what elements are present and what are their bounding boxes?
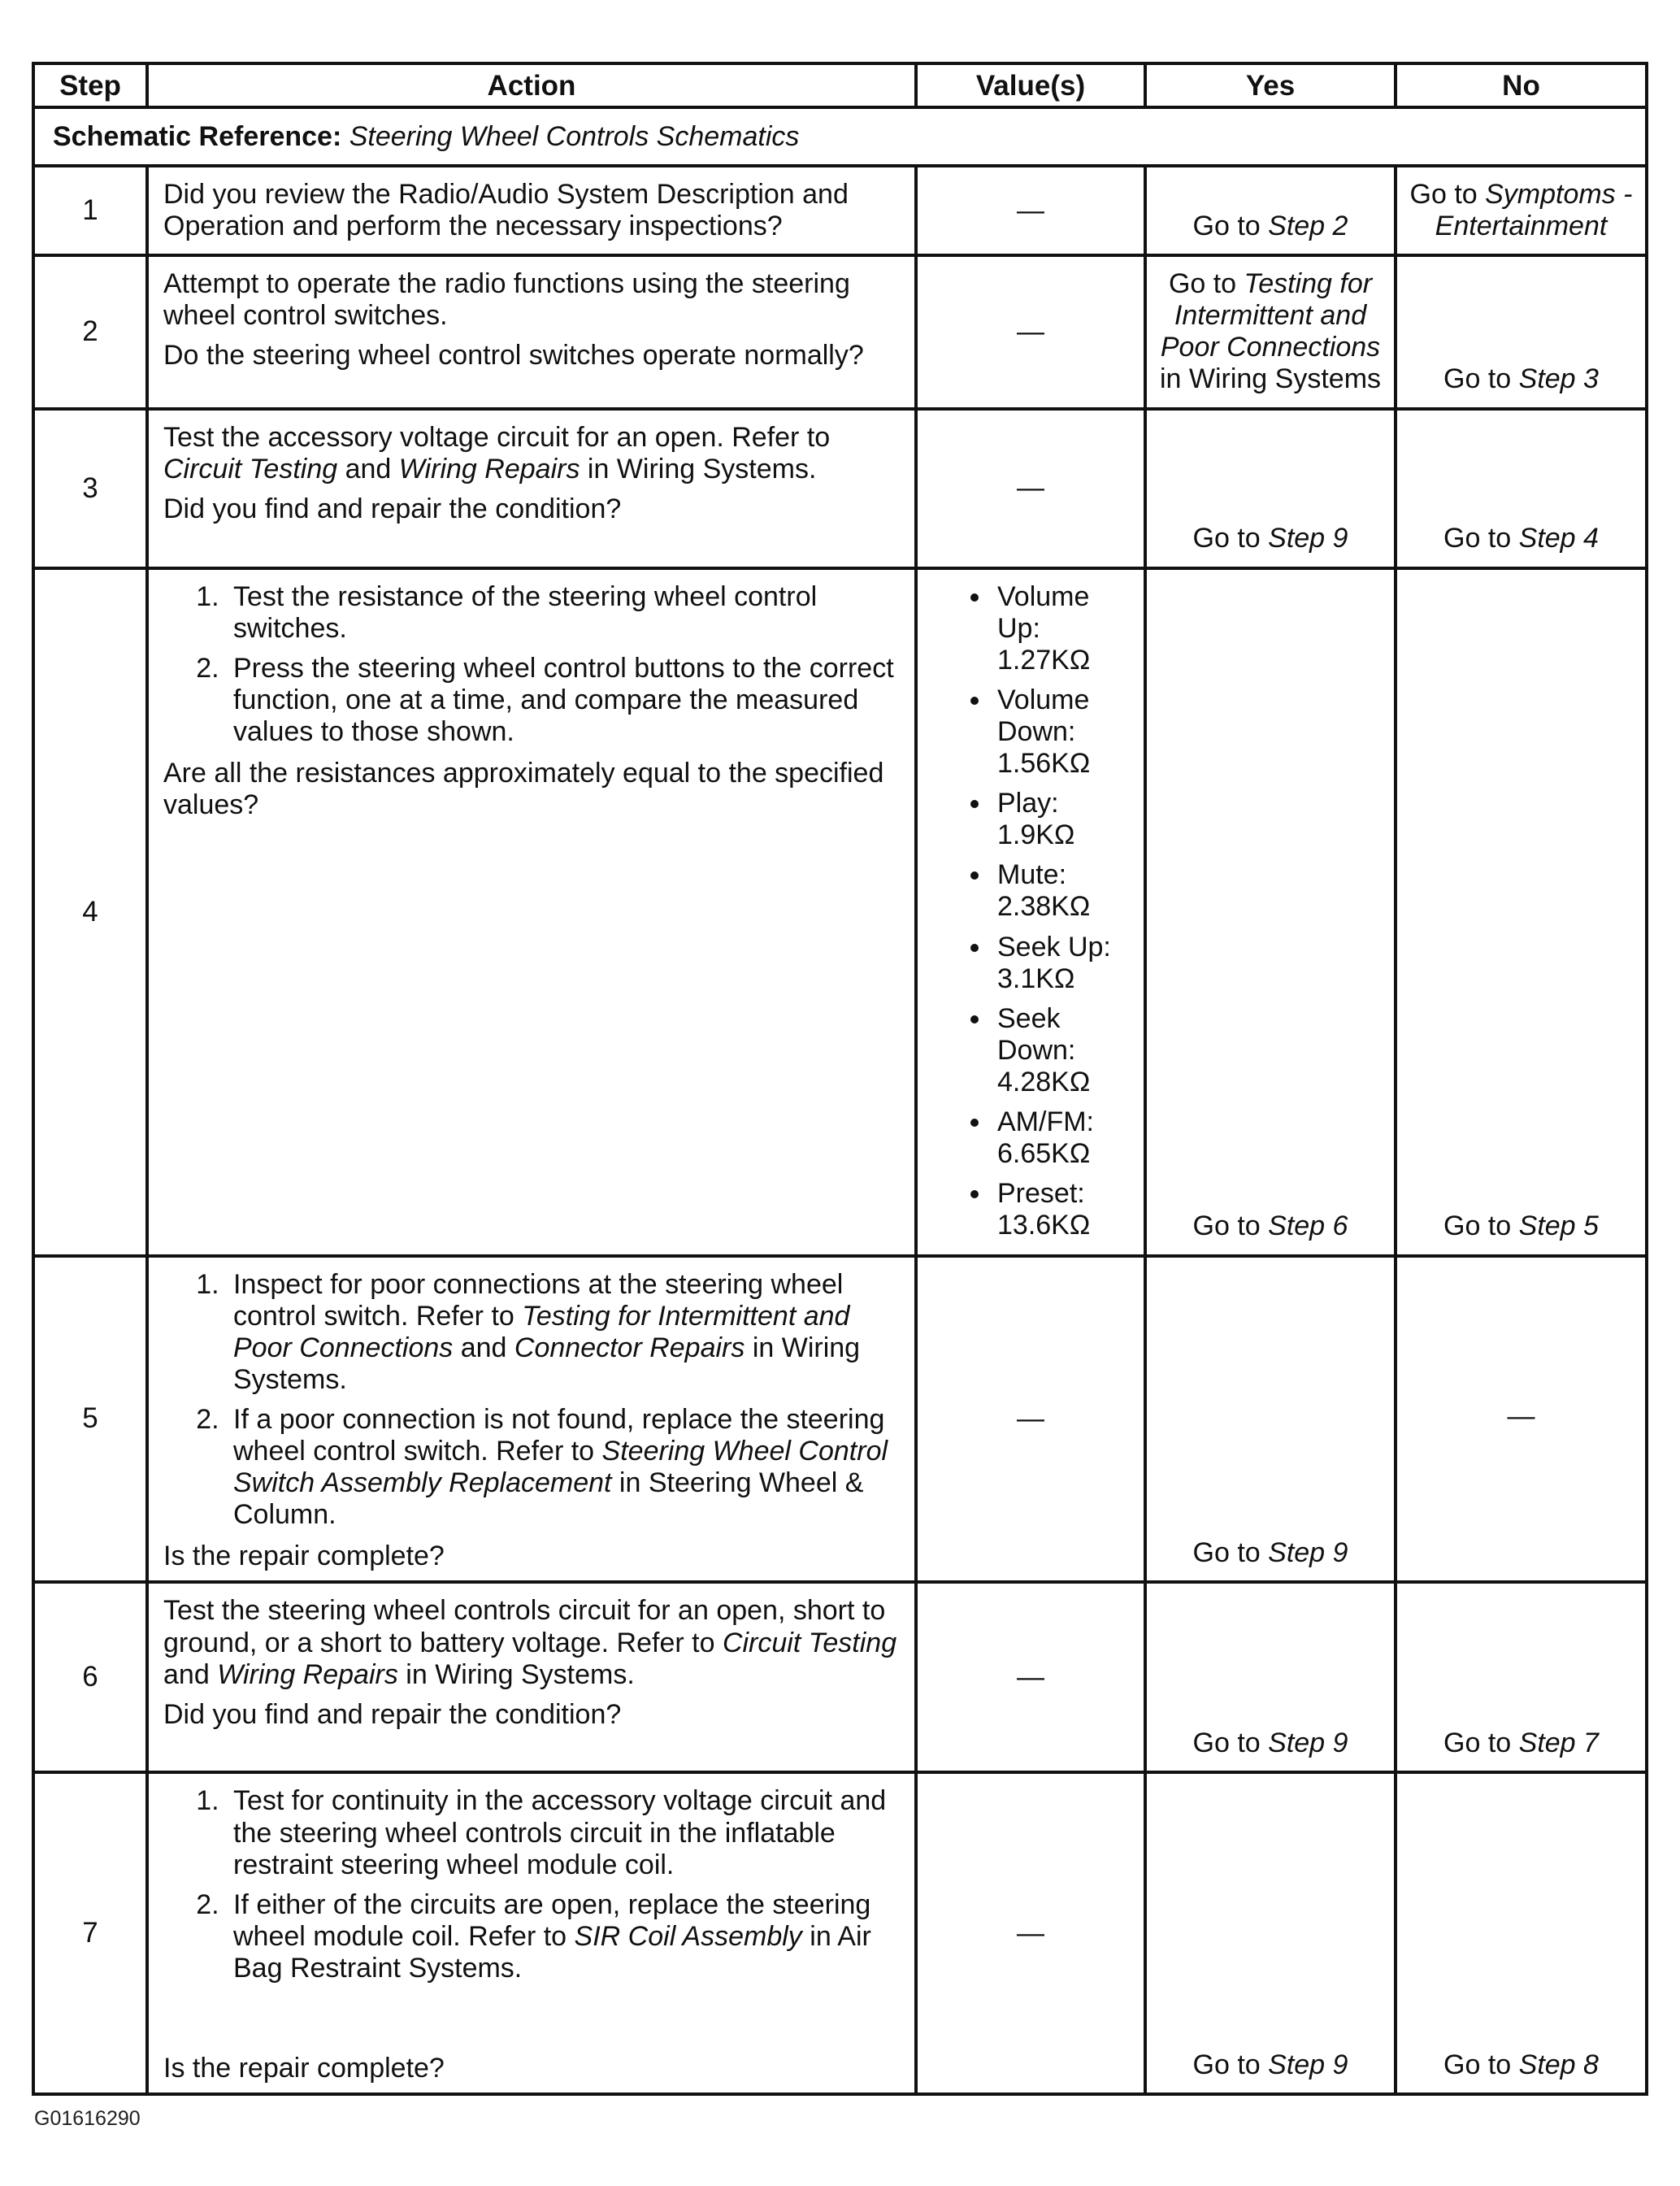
- yes-cell: [1145, 568, 1396, 1256]
- step-number: 7: [33, 1772, 147, 2094]
- resistance-value: • Mute: 2.38KΩ: [992, 859, 1137, 923]
- yes-cell: [1145, 166, 1396, 255]
- resistance-value: • Seek Down: 4.28KΩ: [992, 1003, 1137, 1098]
- value-dash: —: [1017, 1402, 1044, 1434]
- action-step: 1. Test the resistance of the steering wheel control switches.: [227, 581, 903, 645]
- yes-link[interactable]: Testing for Intermittent and Poor Connections: [1160, 268, 1381, 363]
- schematic-label: Schematic Reference:: [53, 120, 342, 152]
- no-cell: [1396, 568, 1647, 1256]
- action-instruction: [163, 422, 903, 485]
- action-question: Do the steering wheel control switches operate normally?: [163, 340, 864, 372]
- value-dash: —: [1017, 194, 1044, 226]
- action-text: Test the steering wheel controls circuit for an open, short to ground, or a short to battery voltage. Refer to: [163, 1595, 886, 1658]
- diagnostic-table: [32, 62, 1648, 2096]
- action-text: in Wiring Systems.: [580, 453, 817, 485]
- reference-link[interactable]: Steering Wheel Control Switch Assembly Replacement: [233, 1436, 888, 1499]
- header-no: No: [1396, 63, 1647, 107]
- reference-link[interactable]: Connector Repairs: [514, 1332, 745, 1363]
- header-values: Value(s): [916, 63, 1145, 107]
- no-cell: [1396, 1772, 1647, 2094]
- action-text: in Wiring Systems.: [233, 1332, 861, 1395]
- no-prefix: Go to: [1409, 179, 1486, 210]
- header-row: [33, 63, 1647, 107]
- value-cell: [916, 1772, 1145, 2094]
- step-number: 6: [33, 1582, 147, 1772]
- no-prefix: Go to: [1443, 523, 1519, 554]
- header-step: Step: [33, 63, 147, 107]
- action-text: and: [453, 1332, 514, 1363]
- action-step: [227, 1404, 903, 1531]
- no-link[interactable]: Step 5: [1518, 1210, 1599, 1242]
- action-steps: [163, 581, 903, 748]
- yes-link[interactable]: Step 9: [1268, 1537, 1348, 1569]
- action-cell: [147, 568, 916, 1256]
- table-row: [33, 1582, 1647, 1772]
- action-text: Inspect for poor connections at the steering wheel control switch. Refer to: [233, 1268, 844, 1332]
- reference-link[interactable]: Circuit Testing: [163, 453, 338, 485]
- yes-link[interactable]: Step 9: [1268, 2049, 1348, 2081]
- step-number: 1: [33, 166, 147, 255]
- no-prefix: Go to: [1443, 363, 1519, 395]
- action-cell: [147, 255, 916, 408]
- yes-cell: [1145, 1582, 1396, 1772]
- action-question: Did you find and repair the condition?: [163, 1698, 622, 1730]
- yes-cell: [1145, 255, 1396, 408]
- yes-prefix: Go to: [1192, 2049, 1269, 2081]
- action-text: in Air Bag Restraint Systems.: [233, 1920, 871, 1984]
- value-dash: —: [1017, 1661, 1044, 1693]
- resistance-value: • AM/FM: 6.65KΩ: [992, 1106, 1137, 1170]
- step-number: 4: [33, 568, 147, 1256]
- action-text: and: [163, 1658, 218, 1690]
- figure-id: G01616290: [34, 2107, 141, 2130]
- no-dash: —: [1507, 1400, 1535, 1432]
- action-cell: [147, 1582, 916, 1772]
- resistance-value: • Volume Down: 1.56KΩ: [992, 684, 1137, 780]
- value-dash: —: [1017, 315, 1044, 347]
- step-number: 3: [33, 409, 147, 568]
- value-cell: [916, 568, 1145, 1256]
- value-dash: —: [1017, 472, 1044, 504]
- no-link[interactable]: Step 3: [1518, 363, 1599, 395]
- step-number: 5: [33, 1256, 147, 1583]
- action-steps: [163, 1785, 903, 1984]
- reference-link[interactable]: Circuit Testing: [722, 1627, 897, 1658]
- value-cell: [916, 1582, 1145, 1772]
- action-question: Is the repair complete?: [163, 2053, 445, 2084]
- table-row: [33, 568, 1647, 1256]
- resistance-value: • Volume Up: 1.27KΩ: [992, 581, 1137, 676]
- yes-suffix: in Wiring Systems: [1159, 363, 1382, 395]
- reference-link[interactable]: Wiring Repairs: [217, 1658, 398, 1690]
- action-cell: [147, 166, 916, 255]
- yes-prefix: Go to: [1192, 1537, 1269, 1569]
- no-cell: [1396, 1256, 1647, 1583]
- action-text: If a poor connection is not found, replace the steering wheel control switch. Refer to: [233, 1403, 885, 1467]
- action-question: Are all the resistances approximately equal to the specified values?: [163, 758, 884, 821]
- no-cell: [1396, 166, 1647, 255]
- resistance-value: • Seek Up: 3.1KΩ: [992, 932, 1137, 995]
- schematic-value: Steering Wheel Controls Schematics: [349, 120, 800, 152]
- reference-link[interactable]: Wiring Repairs: [398, 453, 580, 485]
- action-cell: [147, 409, 916, 568]
- no-cell: [1396, 409, 1647, 568]
- yes-prefix: Go to: [1192, 211, 1269, 242]
- yes-link[interactable]: Step 6: [1268, 1210, 1348, 1242]
- yes-cell: [1145, 409, 1396, 568]
- action-text: and: [337, 453, 399, 485]
- no-link[interactable]: Step 7: [1518, 1728, 1599, 1759]
- action-step: [227, 1889, 903, 1984]
- resistance-value: • Play: 1.9KΩ: [992, 788, 1137, 851]
- schematic-reference-row: [33, 107, 1647, 166]
- yes-prefix: Go to: [1168, 268, 1244, 300]
- reference-link[interactable]: SIR Coil Assembly: [574, 1920, 802, 1952]
- action-steps: [163, 1269, 903, 1532]
- action-cell: [147, 1256, 916, 1583]
- action-text: in Steering Wheel & Column.: [233, 1467, 864, 1531]
- no-prefix: Go to: [1443, 2049, 1519, 2081]
- header-yes: Yes: [1145, 63, 1396, 107]
- value-cell: [916, 255, 1145, 408]
- action-step: 2. Press the steering wheel control buttons to the correct function, one at a time, and compare the measured values to those shown.: [227, 653, 903, 748]
- yes-link[interactable]: Step 2: [1268, 211, 1348, 242]
- action-step: [227, 1269, 903, 1396]
- yes-prefix: Go to: [1192, 1210, 1269, 1242]
- reference-link[interactable]: Testing for Intermittent and Poor Connections: [233, 1300, 850, 1363]
- yes-prefix: Go to: [1192, 523, 1269, 554]
- yes-cell: [1145, 1772, 1396, 2094]
- yes-cell: [1145, 1256, 1396, 1583]
- table-row: [33, 1256, 1647, 1583]
- no-cell: [1396, 1582, 1647, 1772]
- no-prefix: Go to: [1443, 1728, 1519, 1759]
- no-link[interactable]: Symptoms - Entertainment: [1435, 179, 1633, 242]
- action-text: If either of the circuits are open, replace the steering wheel module coil. Refer to: [233, 1888, 871, 1952]
- resistance-value: • Preset: 13.6KΩ: [992, 1178, 1137, 1241]
- resistance-values: [918, 570, 1144, 1250]
- table-row: [33, 409, 1647, 568]
- header-action: Action: [147, 63, 916, 107]
- action-instruction: [163, 1595, 903, 1690]
- action-step: 1. Test for continuity in the accessory voltage circuit and the steering wheel controls circuit in the inflatable restraint steering wheel module coil.: [227, 1785, 903, 1880]
- action-text: Test the accessory voltage circuit for an open. Refer to: [163, 421, 831, 453]
- yes-link[interactable]: Step 9: [1268, 523, 1348, 554]
- no-link[interactable]: Step 8: [1518, 2049, 1599, 2081]
- value-cell: [916, 409, 1145, 568]
- action-question: Did you review the Radio/Audio System Description and Operation and perform the necessary inspections?: [163, 179, 849, 242]
- value-cell: [916, 166, 1145, 255]
- step-number: 2: [33, 255, 147, 408]
- schematic-reference: [33, 107, 1647, 166]
- table-row: [33, 255, 1647, 408]
- action-text: in Wiring Systems.: [397, 1658, 635, 1690]
- value-dash: —: [1017, 1917, 1044, 1949]
- action-cell: [147, 1772, 916, 2094]
- value-cell: [916, 1256, 1145, 1583]
- action-instruction: Attempt to operate the radio functions using the steering wheel control switches.: [163, 268, 850, 332]
- action-question: Did you find and repair the condition?: [163, 493, 622, 524]
- table-row: [33, 1772, 1647, 2094]
- action-question: Is the repair complete?: [163, 1541, 445, 1572]
- table-row: [33, 166, 1647, 255]
- yes-link[interactable]: Step 9: [1268, 1728, 1348, 1759]
- no-prefix: Go to: [1443, 1210, 1519, 1242]
- no-cell: [1396, 255, 1647, 408]
- yes-prefix: Go to: [1192, 1728, 1269, 1759]
- no-link[interactable]: Step 4: [1518, 523, 1599, 554]
